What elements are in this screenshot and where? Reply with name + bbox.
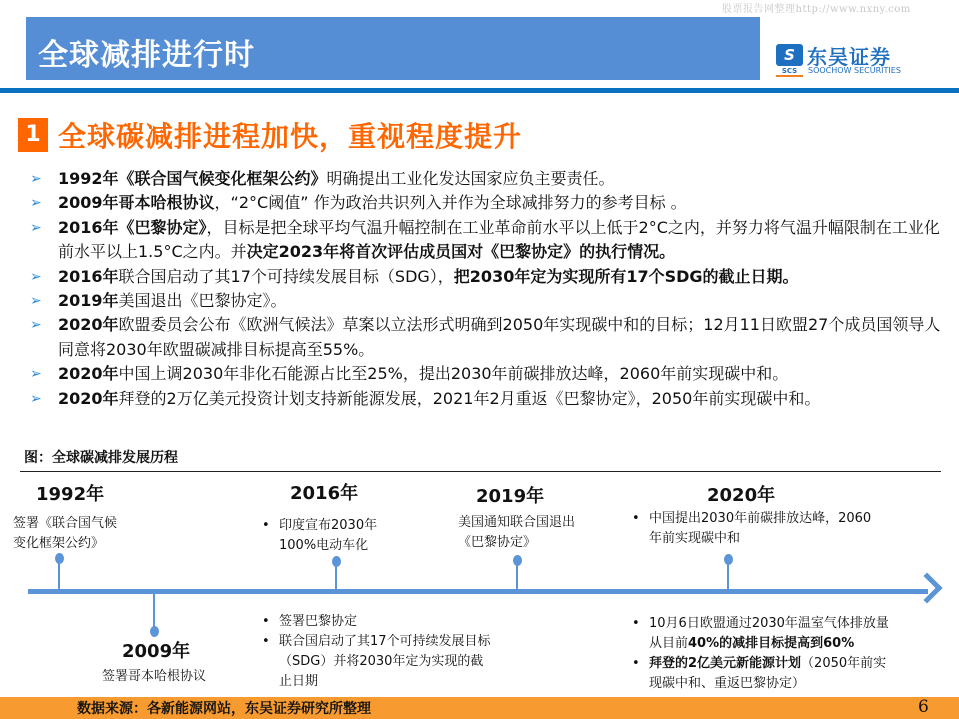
bullet-text: 中国上调2030年非化石能源占比至25%，提出2030年前碳排放达峰，2060年前实现碳中和。 <box>118 364 789 384</box>
footer-bar <box>0 697 959 719</box>
bullet-item <box>28 265 948 289</box>
bullet-bold-text: 2009年哥本哈根协议 <box>58 193 215 213</box>
bullet-item <box>28 191 948 215</box>
arrow-bullet-icon: ➢ <box>30 171 42 187</box>
bullet-text: 欧盟委员会公布《欧洲气候法》草案以立法形式明确到2050年实现碳中和的目标；12月11日欧盟27个成员国领导人同意将2030年欧盟碳减排目标提高至55%。 <box>58 315 941 359</box>
company-logo <box>776 44 916 76</box>
eu-target-bold: 40%的减排目标提高到60% <box>688 636 855 651</box>
event-1992-pin <box>58 558 60 590</box>
bullet-bold-text: 2020年 <box>58 388 119 408</box>
bullet-bold-text: 2020年 <box>58 315 119 335</box>
arrow-bullet-icon: ➢ <box>30 293 42 310</box>
event-2019-text <box>458 513 575 553</box>
event-2020-bottom <box>632 614 912 694</box>
bullet-item <box>28 289 948 313</box>
biden-plan-text: （2050年前实现碳中和、重返巴黎协定） <box>649 656 887 691</box>
bullet-text: 拜登的2万亿美元投资计划支持新能源发展，2021年2月重返《巴黎协定》，2050年前实现碳中和。 <box>118 388 821 408</box>
bullet-text: 明确提出工业化发达国家应负主要责任。 <box>326 169 615 188</box>
page-number: 6 <box>918 697 929 717</box>
bullet-item <box>28 362 948 386</box>
event-2020-year: 2020年 <box>707 485 776 506</box>
arrow-bullet-icon: ➢ <box>30 195 42 212</box>
event-2016-bottom-item: • 签署巴黎协定 <box>262 612 502 632</box>
bullet-text: ，目标是把全球平均气温升幅控制在工业革命前水平以上低于2°C之内，并努力将气温升幅限制在工业化前水平以上1.5°C之内。并 <box>58 217 940 262</box>
event-2016-pin <box>335 560 337 590</box>
logo-name-en: SOOCHOW SECURITIES <box>808 66 901 75</box>
logo-name-cn: 东吴证券 <box>807 45 891 69</box>
bullet-bold-text: 2020年 <box>58 364 119 384</box>
page-title: 全球减排进行时 <box>38 38 255 73</box>
event-2016-year: 2016年 <box>290 483 359 504</box>
event-2020-pin <box>727 559 729 590</box>
event-2009-pin <box>153 592 155 630</box>
bullet-list <box>28 167 948 411</box>
event-2020-top-item: • 中国提出2030年前碳排放达峰，2060年前实现碳中和 <box>632 509 872 549</box>
bullet-item <box>28 313 948 362</box>
event-2009-text: 签署哥本哈根协议 <box>102 669 207 684</box>
event-2020-bottom-item <box>632 614 894 654</box>
event-2016-top-item: • 印度宣布2030年100%电动车化 <box>262 516 402 556</box>
event-2016-top <box>262 516 402 556</box>
arrow-right-icon <box>911 572 942 603</box>
bullet-bold-text: 2016年《巴黎协定》 <box>58 217 207 237</box>
event-2009-year: 2009年 <box>122 641 191 662</box>
header-banner <box>26 17 760 80</box>
figure-caption: 图：全球碳减排发展历程 <box>24 450 178 466</box>
event-2016-bottom <box>262 612 502 692</box>
section-number: 1 <box>18 118 48 152</box>
bullet-bold-text: 1992年《联合国气候变化框架公约》 <box>58 169 327 188</box>
event-2016-bottom-item: • 联合国启动了其17个可持续发展目标（SDG）并将2030年定为实现的截止日期 <box>262 632 492 692</box>
header-divider <box>0 88 959 93</box>
event-2019-line2: 《巴黎协定》 <box>458 535 537 550</box>
event-1992-text <box>13 514 117 554</box>
bullet-item <box>28 167 948 191</box>
timeline-axis <box>28 589 928 594</box>
bullet-bold-text: 决定2023年将首次评估成员国对《巴黎协定》的执行情况。 <box>246 242 676 262</box>
event-1992-line1: 签署《联合国气候 <box>13 516 118 531</box>
logo-abbr: SCS <box>776 67 803 77</box>
arrow-bullet-icon: ➢ <box>30 366 42 383</box>
event-1992-year: 1992年 <box>36 484 105 505</box>
caption-divider <box>20 471 941 472</box>
event-1992-line2: 变化框架公约》 <box>13 536 105 551</box>
bullet-item <box>28 216 948 265</box>
event-2020-top <box>632 509 872 549</box>
bullet-text: 联合国启动了其17个可持续发展目标（SDG）， <box>118 266 454 286</box>
arrow-bullet-icon: ➢ <box>30 268 42 285</box>
eu-target-text: 10月6日欧盟通过2030年温室气体排放量从目前 <box>649 616 889 651</box>
section-title: 全球碳减排进程加快，重视程度提升 <box>58 120 523 153</box>
watermark: 股票报告网整理http://www.nxny.com <box>722 4 911 15</box>
event-2020-bottom-item <box>632 654 894 694</box>
bullet-bold-text: 把2030年定为实现所有17个SDG的截止日期。 <box>453 266 799 286</box>
biden-plan-bold: 拜登的2亿美元新能源计划 <box>649 656 802 671</box>
event-2019-year: 2019年 <box>476 486 545 507</box>
event-2009-marker <box>150 626 159 637</box>
bullet-text: 美国退出《巴黎协定》。 <box>118 291 287 311</box>
bullet-text: ，“2°C阈值” 作为政治共识列入并作为全球减排努力的参考目标 。 <box>214 193 687 213</box>
arrow-bullet-icon: ➢ <box>30 390 42 407</box>
arrow-bullet-icon: ➢ <box>30 219 42 236</box>
data-source: 数据来源：各新能源网站，东吴证券研究所整理 <box>77 701 371 717</box>
bullet-item <box>28 387 948 411</box>
bullet-bold-text: 2019年 <box>58 291 119 311</box>
bullet-bold-text: 2016年 <box>58 266 119 286</box>
event-2019-line1: 美国通知联合国退出 <box>458 515 576 530</box>
event-2019-pin <box>516 560 518 590</box>
arrow-bullet-icon: ➢ <box>30 317 42 334</box>
logo-icon: S <box>776 44 803 66</box>
